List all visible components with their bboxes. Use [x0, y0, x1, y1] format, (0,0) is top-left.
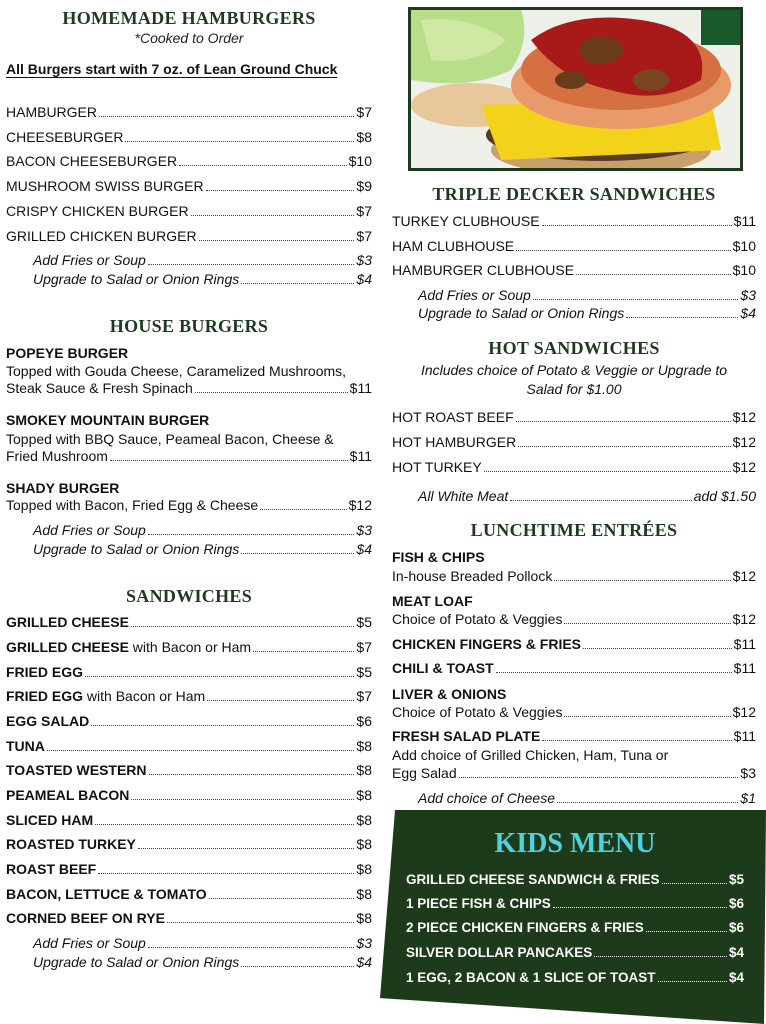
item-name: LIVER & ONIONS: [392, 686, 507, 702]
kids-item: 2 PIECE CHICKEN FINGERS & FRIES $6: [406, 920, 744, 935]
menu-item: HAM CLUBHOUSE $10: [392, 238, 756, 254]
item-name: POPEYE BURGER: [6, 345, 129, 361]
menu-item: Choice of Potato & Veggies $12: [392, 704, 756, 720]
menu-item: GRILLED CHEESE with Bacon or Ham $7: [6, 639, 372, 655]
menu-item: CHICKEN FINGERS & FRIES $11: [392, 636, 756, 652]
kids-item: 1 EGG, 2 BACON & 1 SLICE OF TOAST $4: [406, 970, 744, 985]
menu-item: Choice of Potato & Veggies $12: [392, 611, 756, 627]
item-desc: Topped with BBQ Sauce, Peameal Bacon, Cheese &: [6, 431, 334, 447]
menu-item: TOASTED WESTERN $8: [6, 762, 372, 778]
addon-item: Add Fries or Soup $3: [33, 252, 372, 268]
kids-item: SILVER DOLLAR PANCAKES $4: [406, 945, 744, 960]
menu-item: PEAMEAL BACON $8: [6, 787, 372, 803]
menu-item: Egg Salad $3: [392, 765, 756, 781]
menu-item: TURKEY CLUBHOUSE $11: [392, 213, 756, 229]
menu-item: HOT HAMBURGER $12: [392, 434, 756, 450]
menu-item: CHILI & TOAST $11: [392, 660, 756, 676]
addon-item: Add choice of Cheese $1: [418, 790, 756, 806]
item-name: SHADY BURGER: [6, 480, 120, 496]
menu-item: CORNED BEEF ON RYE $8: [6, 910, 372, 926]
addon-item: Upgrade to Salad or Onion Rings $4: [33, 954, 372, 970]
menu-item: BACON, LETTUCE & TOMATO $8: [6, 886, 372, 902]
menu-item: CHEESEBURGER $8: [6, 129, 372, 145]
menu-item: FRESH SALAD PLATE $11: [392, 728, 756, 744]
addon-item: All White Meat add $1.50: [418, 488, 756, 504]
addon-item: Add Fries or Soup $3: [33, 935, 372, 951]
item-name: SMOKEY MOUNTAIN BURGER: [6, 412, 210, 428]
menu-item: TUNA $8: [6, 738, 372, 754]
menu-item: Topped with Bacon, Fried Egg & Cheese $12: [6, 497, 372, 513]
menu-item: SLICED HAM $8: [6, 812, 372, 828]
item-desc: Topped with Gouda Cheese, Caramelized Mushrooms,: [6, 363, 347, 379]
addon-item: Upgrade to Salad or Onion Rings $4: [33, 271, 372, 287]
kids-item: GRILLED CHEESE SANDWICH & FRIES $5: [406, 872, 744, 887]
triple-title: TRIPLE DECKER SANDWICHES: [432, 184, 716, 204]
addon-item: Add Fries or Soup $3: [418, 287, 756, 303]
menu-item: BACON CHEESEBURGER $10: [6, 153, 372, 169]
homemade-subtitle: *Cooked to Order: [134, 30, 244, 46]
item-desc: Add choice of Grilled Chicken, Ham, Tuna or: [392, 747, 669, 763]
menu-item: MUSHROOM SWISS BURGER $9: [6, 178, 372, 194]
burger-note: All Burgers start with 7 oz. of Lean Ground Chuck: [6, 61, 338, 77]
homemade-title: HOMEMADE HAMBURGERS: [62, 8, 316, 28]
menu-item: HOT ROAST BEEF $12: [392, 409, 756, 425]
burger-illustration: [411, 10, 743, 171]
menu-item: Steak Sauce & Fresh Spinach $11: [6, 380, 372, 396]
addon-item: Upgrade to Salad or Onion Rings $4: [33, 541, 372, 557]
menu-item: FRIED EGG with Bacon or Ham $7: [6, 688, 372, 704]
lunch-title: LUNCHTIME ENTRÉES: [470, 520, 678, 540]
menu-item: HAMBURGER $7: [6, 104, 372, 120]
menu-item: ROASTED TURKEY $8: [6, 836, 372, 852]
item-name: FISH & CHIPS: [392, 549, 485, 565]
menu-item: HAMBURGER CLUBHOUSE $10: [392, 262, 756, 278]
kids-title: KIDS MENU: [494, 828, 656, 859]
burger-photo: [408, 7, 743, 171]
kids-item: 1 PIECE FISH & CHIPS $6: [406, 896, 744, 911]
addon-item: Upgrade to Salad or Onion Rings $4: [418, 305, 756, 321]
menu-item: In-house Breaded Pollock $12: [392, 568, 756, 584]
hot-title: HOT SANDWICHES: [488, 338, 660, 358]
hot-note: Includes choice of Potato & Veggie or Upgrade to Salad for $1.00: [420, 362, 728, 397]
sandwiches-title: SANDWICHES: [125, 586, 253, 606]
item-name: MEAT LOAF: [392, 593, 473, 609]
house-title: HOUSE BURGERS: [109, 316, 269, 336]
addon-item: Add Fries or Soup $3: [33, 522, 372, 538]
menu-item: FRIED EGG $5: [6, 664, 372, 680]
menu-item: ROAST BEEF $8: [6, 861, 372, 877]
menu-item: CRISPY CHICKEN BURGER $7: [6, 203, 372, 219]
menu-item: Fried Mushroom $11: [6, 448, 372, 464]
kids-menu-panel: [380, 810, 766, 1024]
menu-item: GRILLED CHICKEN BURGER $7: [6, 228, 372, 244]
menu-item: HOT TURKEY $12: [392, 459, 756, 475]
menu-item: EGG SALAD $6: [6, 713, 372, 729]
menu-item: GRILLED CHEESE $5: [6, 614, 372, 630]
